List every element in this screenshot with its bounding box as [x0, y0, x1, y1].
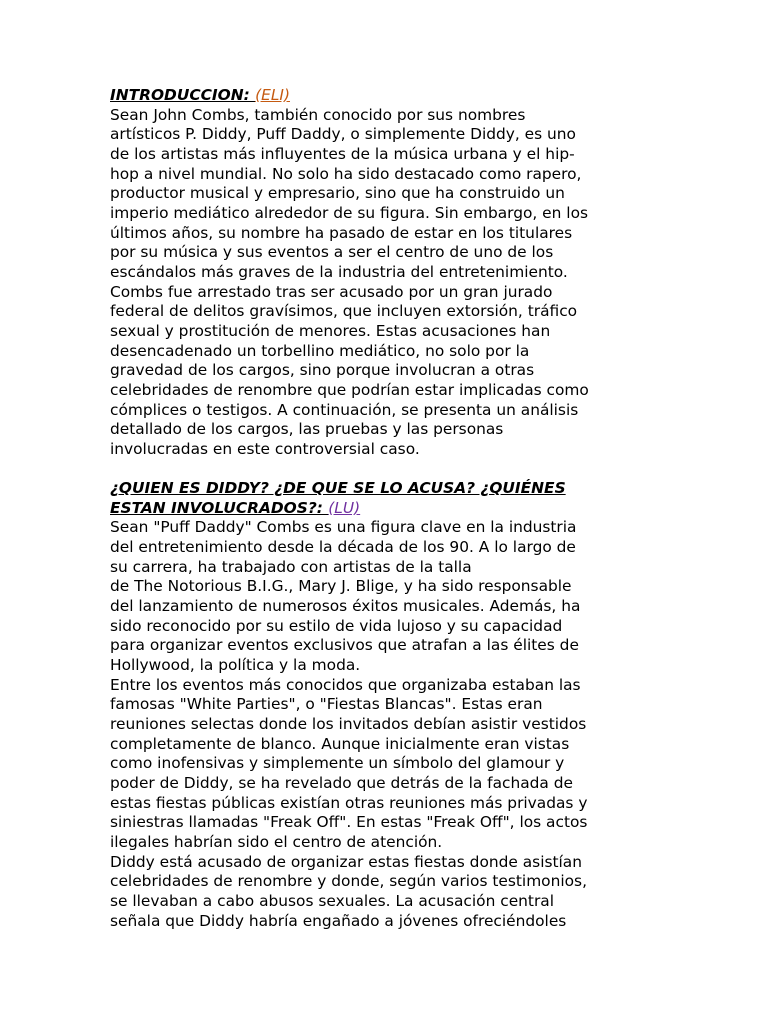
paragraph-line: para organizar eventos exclusivos que atrafan a las élites de [110, 636, 579, 655]
paragraph-line: ilegales habrían sido el centro de atención. [110, 832, 443, 851]
paragraph-line: Hollywood, la política y la moda. [110, 656, 361, 675]
paragraph-line: productor musical y empresario, sino que ha construido un [110, 184, 565, 203]
paragraph-line: escándalos más graves de la industria del entretenimiento. [110, 262, 568, 281]
paragraph-line: siniestras llamadas "Freak Off". En estas "Freak Off", los actos [110, 813, 588, 832]
paragraph-line: completamente de blanco. Aunque inicialmente eran vistas [110, 734, 570, 753]
paragraph-line: Sean "Puff Daddy" Combs es una figura clave en la industria [110, 518, 577, 537]
paragraph-line: del lanzamiento de numerosos éxitos musicales. Además, ha [110, 597, 581, 616]
paragraph-line: hop a nivel mundial. No solo ha sido destacado como rapero, [110, 164, 582, 183]
paragraph-line: sido reconocido por su estilo de vida lujoso y su capacidad [110, 616, 563, 635]
paragraph-line: imperio mediático alrededor de su figura. Sin embargo, en los [110, 203, 589, 222]
heading-text-line-2: ESTAN INVOLUCRADOS?: [110, 498, 329, 517]
author-tag-lu: (LU) [328, 498, 361, 517]
paragraph-line: de The Notorious B.I.G., Mary J. Blige, y ha sido responsable [110, 577, 572, 596]
paragraph-line: celebridades de renombre que podrían estar implicadas como [110, 380, 589, 399]
paragraph-line: famosas "White Parties", o "Fiestas Blancas". Estas eran [110, 695, 543, 714]
paragraph-line: se llevaban a cabo abusos sexuales. La acusación central [110, 891, 554, 910]
section-body-introduccion [110, 106, 670, 460]
paragraph-line: artísticos P. Diddy, Puff Daddy, o simplemente Diddy, es uno [110, 125, 576, 144]
paragraph-line: Diddy está acusado de organizar estas fiestas donde asistían [110, 852, 582, 871]
section-heading-quien-es-diddy [110, 479, 670, 518]
section-body-quien-es-diddy [110, 518, 670, 931]
document-page [110, 86, 670, 931]
paragraph-line: involucradas en este controversial caso. [110, 439, 420, 458]
heading-text: INTRODUCCION: [110, 86, 256, 104]
paragraph-line: federal de delitos gravísimos, que incluyen extorsión, tráfico [110, 302, 578, 321]
paragraph-line: detallado de los cargos, las pruebas y las personas [110, 420, 504, 439]
paragraph-line: poder de Diddy, se ha revelado que detrás de la fachada de [110, 773, 573, 792]
paragraph-gap [110, 459, 670, 479]
paragraph-line: Combs fue arrestado tras ser acusado por un gran jurado [110, 282, 553, 301]
paragraph-line: su carrera, ha trabajado con artistas de la talla [110, 557, 472, 576]
paragraph-line: de los artistas más influyentes de la música urbana y el hip- [110, 144, 575, 163]
paragraph-line: desencadenado un torbellino mediático, no solo por la [110, 341, 530, 360]
paragraph-line: Entre los eventos más conocidos que organizaba estaban las [110, 675, 581, 694]
paragraph-line: Sean John Combs, también conocido por sus nombres [110, 105, 526, 124]
paragraph-line: cómplices o testigos. A continuación, se presenta un análisis [110, 400, 579, 419]
paragraph-line: por su música y sus eventos a ser el centro de uno de los [110, 243, 554, 262]
paragraph-line: sexual y prostitución de menores. Estas acusaciones han [110, 321, 551, 340]
paragraph-line: del entretenimiento desde la década de los 90. A lo largo de [110, 538, 576, 557]
paragraph-line: reuniones selectas donde los invitados debían asistir vestidos [110, 714, 587, 733]
paragraph-line: como inofensivas y simplemente un símbolo del glamour y [110, 754, 565, 773]
paragraph-line: últimos años, su nombre ha pasado de estar en los titulares [110, 223, 573, 242]
paragraph-line: celebridades de renombre y donde, según varios testimonios, [110, 872, 587, 891]
heading-text-line-1: ¿QUIEN ES DIDDY? ¿DE QUE SE LO ACUSA? ¿QUIÉNES [110, 479, 566, 498]
section-heading-introduccion [110, 86, 670, 106]
author-tag-eli: (ELI) [255, 86, 290, 104]
paragraph-line: estas fiestas públicas existían otras reuniones más privadas y [110, 793, 588, 812]
paragraph-line: gravedad de los cargos, sino porque involucran a otras [110, 361, 535, 380]
paragraph-line: señala que Diddy habría engañado a jóvenes ofreciéndoles [110, 911, 567, 930]
